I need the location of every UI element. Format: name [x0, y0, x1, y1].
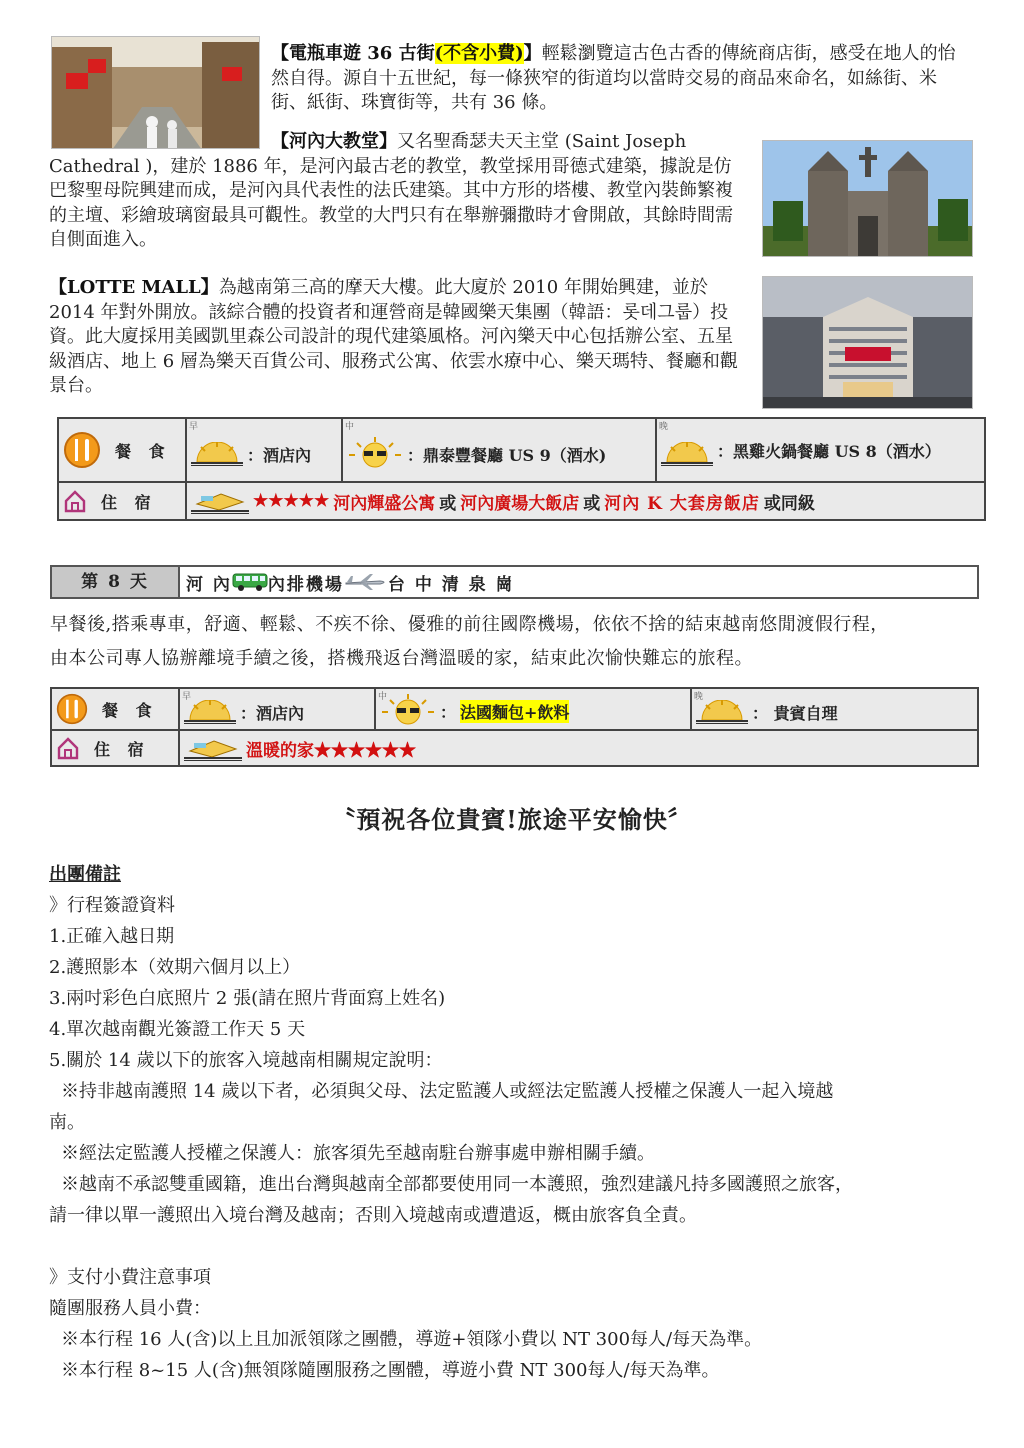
- breakfast-text: ：酒店內: [247, 445, 312, 465]
- or-text-1: 或: [439, 493, 457, 514]
- day8-text-line-1: 早餐後,搭乘專車，舒適、輕鬆、不疾不徐、優雅的前往國際機場，依依不捨的結束越南悠閒渡假行程，: [50, 614, 889, 635]
- lunch-cell-2: [375, 688, 691, 730]
- fork-knife-icon: [56, 693, 88, 725]
- route-taichung: 台 中 清 泉 崗: [387, 574, 515, 595]
- blessing-text: 〝預祝各位貴賓!旅途平安愉快〞: [331, 805, 693, 834]
- day8-header-bar: [50, 565, 979, 599]
- visa-item: 1.正確入越日期: [49, 926, 175, 947]
- route-hanoi: 河 內: [186, 574, 232, 595]
- dinner-tag: 晚: [659, 422, 669, 432]
- tip-heading: 》支付小費注意事項: [49, 1267, 211, 1288]
- bus-icon: [232, 572, 268, 592]
- stay-label-2: 住 宿: [94, 739, 150, 759]
- meal-stay-table-day7: [57, 417, 986, 521]
- notes-heading: 出團備註: [49, 864, 121, 885]
- meal-label: 餐 食: [115, 441, 171, 461]
- cathedral-title: 【河內大教堂】: [271, 131, 397, 152]
- day8-description: [50, 608, 990, 676]
- or-text-2: 或: [583, 493, 601, 514]
- old-quarter-paragraph: [271, 42, 971, 116]
- cathedral-photo: [762, 140, 973, 257]
- lunch-text-2: 法國麵包+飲料: [460, 700, 569, 723]
- tip-subheading: 隨團服務人員小費：: [49, 1298, 211, 1319]
- day8-text-line-2: 由本公司專人協辦離境手續之後，搭機飛返台灣溫暖的家，結束此次愉快難忘的旅程。: [50, 648, 753, 669]
- fork-knife-icon: [63, 431, 101, 469]
- hotel-option-3: 河內 K 大套房飯店: [604, 493, 760, 514]
- stay-cell: [186, 482, 985, 520]
- lunch-cell: [342, 418, 656, 482]
- meal-label-cell-2: [51, 688, 179, 730]
- hotel-bed-icon: [191, 488, 249, 512]
- lunch-text: ：鼎泰豐餐廳 US 9（酒水): [407, 445, 607, 465]
- dinner-cell-2: [691, 688, 978, 730]
- meal-label-2: 餐 食: [102, 700, 158, 720]
- stay-text-2: 溫暖的家★★★★★★: [246, 740, 416, 761]
- notes-section: [49, 859, 989, 1386]
- visa-heading: 》行程簽證資料: [49, 895, 175, 916]
- breakfast-text-2: ：酒店內: [240, 703, 305, 723]
- sunset-icon: [696, 700, 748, 722]
- no-tip-highlight: (不含小費): [434, 43, 524, 64]
- house-icon: [56, 736, 80, 760]
- dinner-tag-2: 晚: [694, 692, 704, 702]
- old-quarter-title-end: 】: [523, 43, 542, 64]
- meal-stay-table-day8: [50, 687, 979, 767]
- sunrise-icon: [191, 442, 243, 464]
- hotel-option-1: 河內輝盛公寓: [333, 493, 436, 514]
- hotel-bed-icon: [184, 735, 242, 759]
- lunch-prefix-2: ：: [440, 702, 457, 722]
- meal-label-cell: [58, 418, 186, 482]
- minor-rule-2: ※經法定監護人授權之保護人：旅客須先至越南駐台辦事處申辦相關手續。: [61, 1143, 655, 1164]
- minor-rule-1-cont: 南。: [49, 1112, 85, 1133]
- route-noi-bai-airport: 內排機場: [267, 574, 344, 595]
- breakfast-tag: 早: [189, 422, 199, 432]
- breakfast-cell-2: [179, 688, 375, 730]
- old-quarter-text: 輕鬆瀏覽這古色古香的傳統商店街，感受在地人的怡然自得。源自十五世紀，每一條狹窄的街道均以當時交易的商品來命名，如絲街、米街、紙街、珠寶街等，共有 36 條。: [271, 43, 956, 113]
- lotte-mall-photo: [762, 276, 973, 409]
- visa-item: 5.關於 14 歲以下的旅客入境越南相關規定說明：: [49, 1050, 443, 1071]
- tip-rule-2: ※本行程 8~15 人(含)無領隊隨團服務之團體，導遊小費 NT 300每人/每天為準。: [61, 1360, 720, 1381]
- lotte-mall-paragraph: [49, 276, 739, 399]
- visa-item: 4.單次越南觀光簽證工作天 5 天: [49, 1019, 306, 1040]
- hotel-stars: ★★★★★: [253, 491, 330, 511]
- sunrise-icon: [184, 700, 236, 722]
- cathedral-text: 又名聖喬瑟夫天主堂 (Saint Joseph Cathedral )，建於 1886 年，是河內最古老的教堂，教堂採用哥德式建築，據說是仿巴黎聖母院興建而成，是河內具代表性的法氏建築。其中方形的塔樓、教堂內裝飾繁複的主壇、彩繪玻璃窗最具可觀性。教堂的大門只有在舉辦彌撒時才會開啟，其餘時間需自側面進入。: [49, 131, 733, 250]
- dinner-text: ：黑雞火鍋餐廳 US 8（酒水）: [717, 442, 941, 461]
- lunch-tag-2: 中: [378, 692, 388, 702]
- dinner-text-2: ： 貴賓自理: [752, 703, 838, 723]
- hotel-option-2: 河內廣場大飯店: [460, 493, 580, 514]
- stay-label: 住 宿: [101, 492, 157, 512]
- stay-label-cell-2: [51, 730, 179, 766]
- stay-label-cell: [58, 482, 186, 520]
- old-quarter-title: 【電瓶車遊 36 古街: [271, 43, 435, 64]
- house-icon: [63, 489, 87, 513]
- airplane-icon: [344, 572, 388, 592]
- sunset-icon: [661, 442, 713, 464]
- lotte-mall-title: 【LOTTE MALL】: [49, 277, 219, 298]
- breakfast-tag-2: 早: [182, 692, 192, 702]
- breakfast-cell: [186, 418, 342, 482]
- lotte-mall-text: 為越南第三高的摩天大樓。此大廈於 2010 年開始興建，並於 2014 年對外開放。該綜合體的投資者和運營商是韓國樂天集團（韓語：롯데그룹）投資。此大廈採用美國凱里森公司設計的現代建築風格。河內樂天中心包括辦公室、五星級酒店、地上 6 層為樂天百貨公司、服務式公寓、依雲水療中心、樂天瑪特、餐廳和觀景台。: [49, 277, 738, 396]
- visa-item: 2.護照影本（效期六個月以上）: [49, 957, 301, 978]
- dinner-cell: [656, 418, 985, 482]
- sun-sunglasses-icon: [380, 694, 436, 728]
- nationality-rule: ※越南不承認雙重國籍，進出台灣與越南全部都要使用同一本護照，強烈建議凡持多國護照之旅客，: [61, 1174, 853, 1195]
- visa-item: 3.兩吋彩色白底照片 2 張(請在照片背面寫上姓名): [49, 988, 446, 1009]
- stay-cell-2: [179, 730, 978, 766]
- lunch-tag: 中: [345, 422, 355, 432]
- minor-rule-1: ※持非越南護照 14 歲以下者，必須與父母、法定監護人或經法定監護人授權之保護人一起入境越: [61, 1081, 834, 1102]
- tip-rule-1: ※本行程 16 人(含)以上且加派領隊之團體，導遊+領隊小費以 NT 300每人/每天為準。: [61, 1329, 763, 1350]
- cathedral-paragraph: [49, 130, 739, 253]
- day8-label: 第 8 天: [52, 567, 180, 597]
- day8-route: [180, 567, 515, 597]
- nationality-rule-cont: 請一律以單一護照出入境台灣及越南；否則入境越南或遭遣返，概由旅客負全責。: [49, 1205, 697, 1226]
- sun-sunglasses-icon: [347, 437, 403, 471]
- or-equivalent-text: 或同級: [763, 493, 815, 514]
